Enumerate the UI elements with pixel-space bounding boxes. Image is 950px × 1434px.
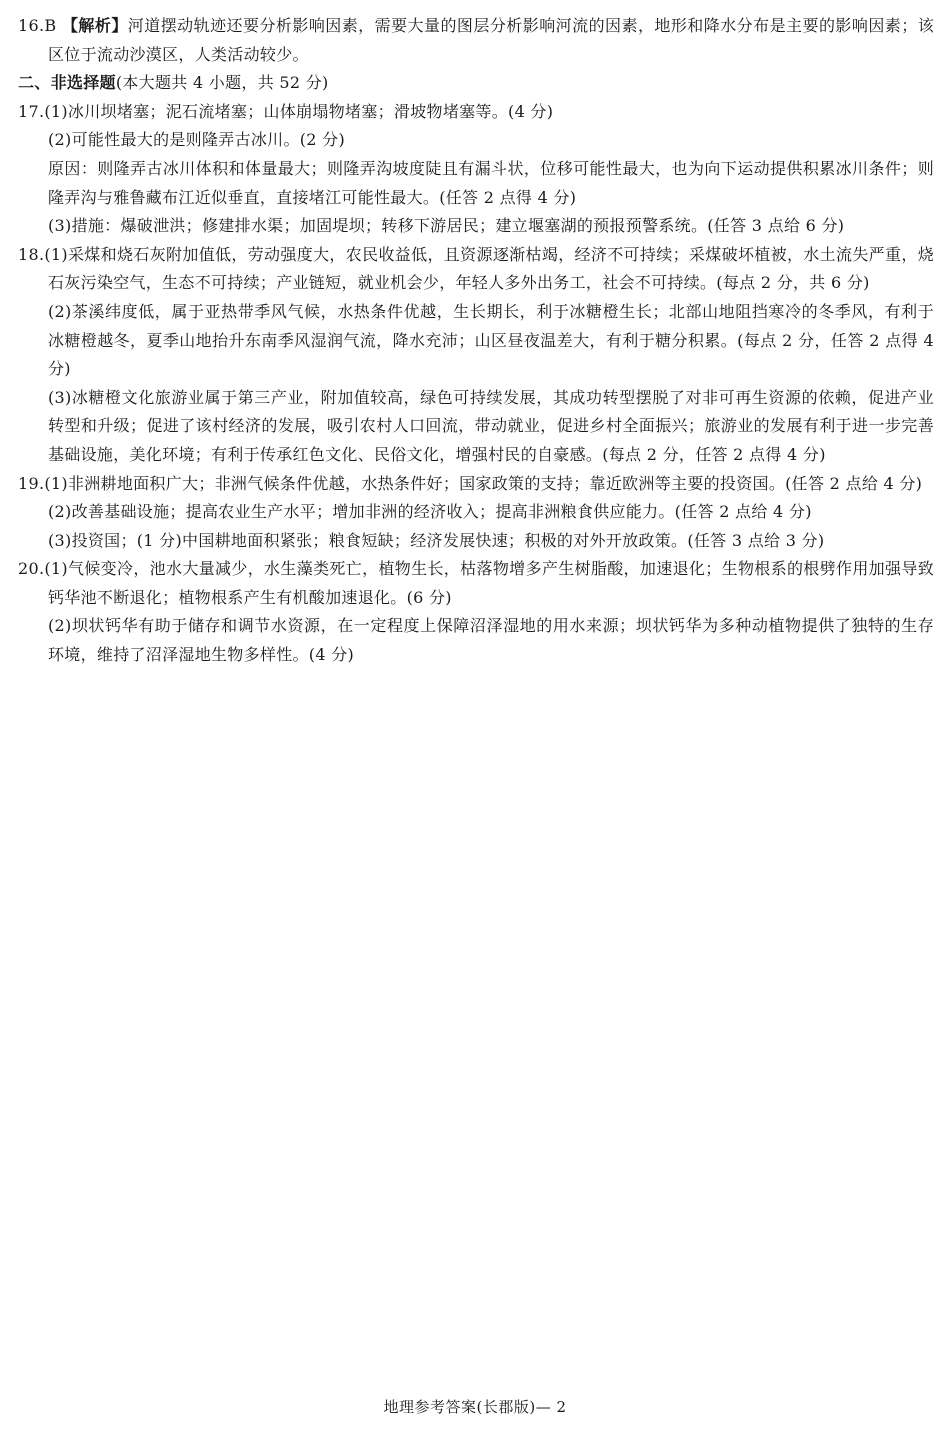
section-title: 二、非选择题 [18,73,116,93]
answer-part-3: (3)投资国；(1 分)中国耕地面积紧张；粮食短缺；经济发展快速；积极的对外开放政策。(任答 3 点给 3 分) [48,530,825,550]
question-17 [18,98,934,127]
question-number: 16. [18,16,45,35]
answer-part-2: (2)改善基础设施；提高农业生产水平；增加非洲的经济收入；提高非洲粮食供应能力。(任答 2 点给 4 分) [48,502,812,522]
answer-part-2: (2)可能性最大的是则隆弄古冰川。(2 分) [48,130,346,150]
answer-reason: 原因：则隆弄古冰川体积和体量最大；则隆弄沟坡度陡且有漏斗状，位移可能性最大，也为向下运动提供积累冰川条件；则隆弄沟与雅鲁藏布江近似垂直，直接堵江可能性最大。(任答 2 点得 4 分) [48,158,934,207]
answer-part-3: (3)措施：爆破泄洪；修建排水渠；加固堤坝；转移下游居民；建立堰塞湖的预报预警系统。(任答 3 点给 6 分) [48,216,845,236]
answer-part-3: (3)冰糖橙文化旅游业属于第三产业，附加值较高，绿色可持续发展，其成功转型摆脱了对非可再生资源的依赖，促进产业转型和升级；促进了该村经济的发展，吸引农村人口回流，带动就业，促进乡村全面振兴；旅游业的发展有利于进一步完善基础设施，美化环境；有利于传承红色文化、民俗文化，增强村民的自豪感。(每点 2 分，任答 2 点得 4 分) [48,387,934,464]
answer-part-1: (1)非洲耕地面积广大；非洲气候条件优越，水热条件好；国家政策的支持；靠近欧洲等主要的投资国。(任答 2 点给 4 分) [44,473,923,493]
section-note: (本大题共 4 小题，共 52 分) [115,73,329,93]
question-18 [18,241,934,298]
question-number: 18. [18,244,45,264]
answer-part-2: (2)茶溪纬度低，属于亚热带季风气候，水热条件优越，生长期长，利于冰糖橙生长；北部山地阻挡寒冷的冬季风，有利于冰糖橙越冬，夏季山地抬升东南季风湿润气流，降水充沛；山区昼夜温差大，有利于糖分积累。(每点 2 分，任答 2 点得 4 分) [48,301,934,379]
page-footer: 地理参考答案(长郡版)— 2 [383,1398,567,1416]
answer-part-1: (1)冰川坝堵塞；泥石流堵塞；山体崩塌物堵塞；滑坡物堵塞等。(4 分) [44,101,554,121]
question-19 [18,470,934,499]
question-number: 20. [18,559,45,579]
section-heading [18,69,934,98]
question-number: 17. [18,101,45,121]
answer-part-2: (2)坝状钙华有助于储存和调节水资源，在一定程度上保障沼泽湿地的用水来源；坝状钙华为多种动植物提供了独特的生存环境，维持了沼泽湿地生物多样性。(4 分) [48,616,934,665]
answer-part-1: (1)气候变冷，池水大量减少，水生藻类死亡，植物生长，枯落物增多产生树脂酸，加速退化；生物根系的根劈作用加强导致钙华池不断退化；植物根系产生有机酸加速退化。(6 分) [44,559,934,607]
answer-part-1: (1)采煤和烧石灰附加值低，劳动强度大，农民收益低，且资源逐渐枯竭，经济不可持续；采煤破坏植被，水土流失严重，烧石灰污染空气，生态不可持续；产业链短，就业机会少，年轻人多外出务工，社会不可持续。(每点 2 分，共 6 分) [44,244,934,293]
analysis-text: 河道摆动轨迹还要分析影响因素，需要大量的图层分析影响河流的因素，地形和降水分布是主要的影响因素；该区位于流动沙漠区，人类活动较少。 [48,16,934,64]
answer-choice: B [44,16,57,35]
question-20 [18,555,934,612]
answer-content [18,12,934,670]
analysis-tag: 【解析】 [61,16,128,35]
question-number: 19. [18,473,45,493]
question-16 [18,12,934,69]
